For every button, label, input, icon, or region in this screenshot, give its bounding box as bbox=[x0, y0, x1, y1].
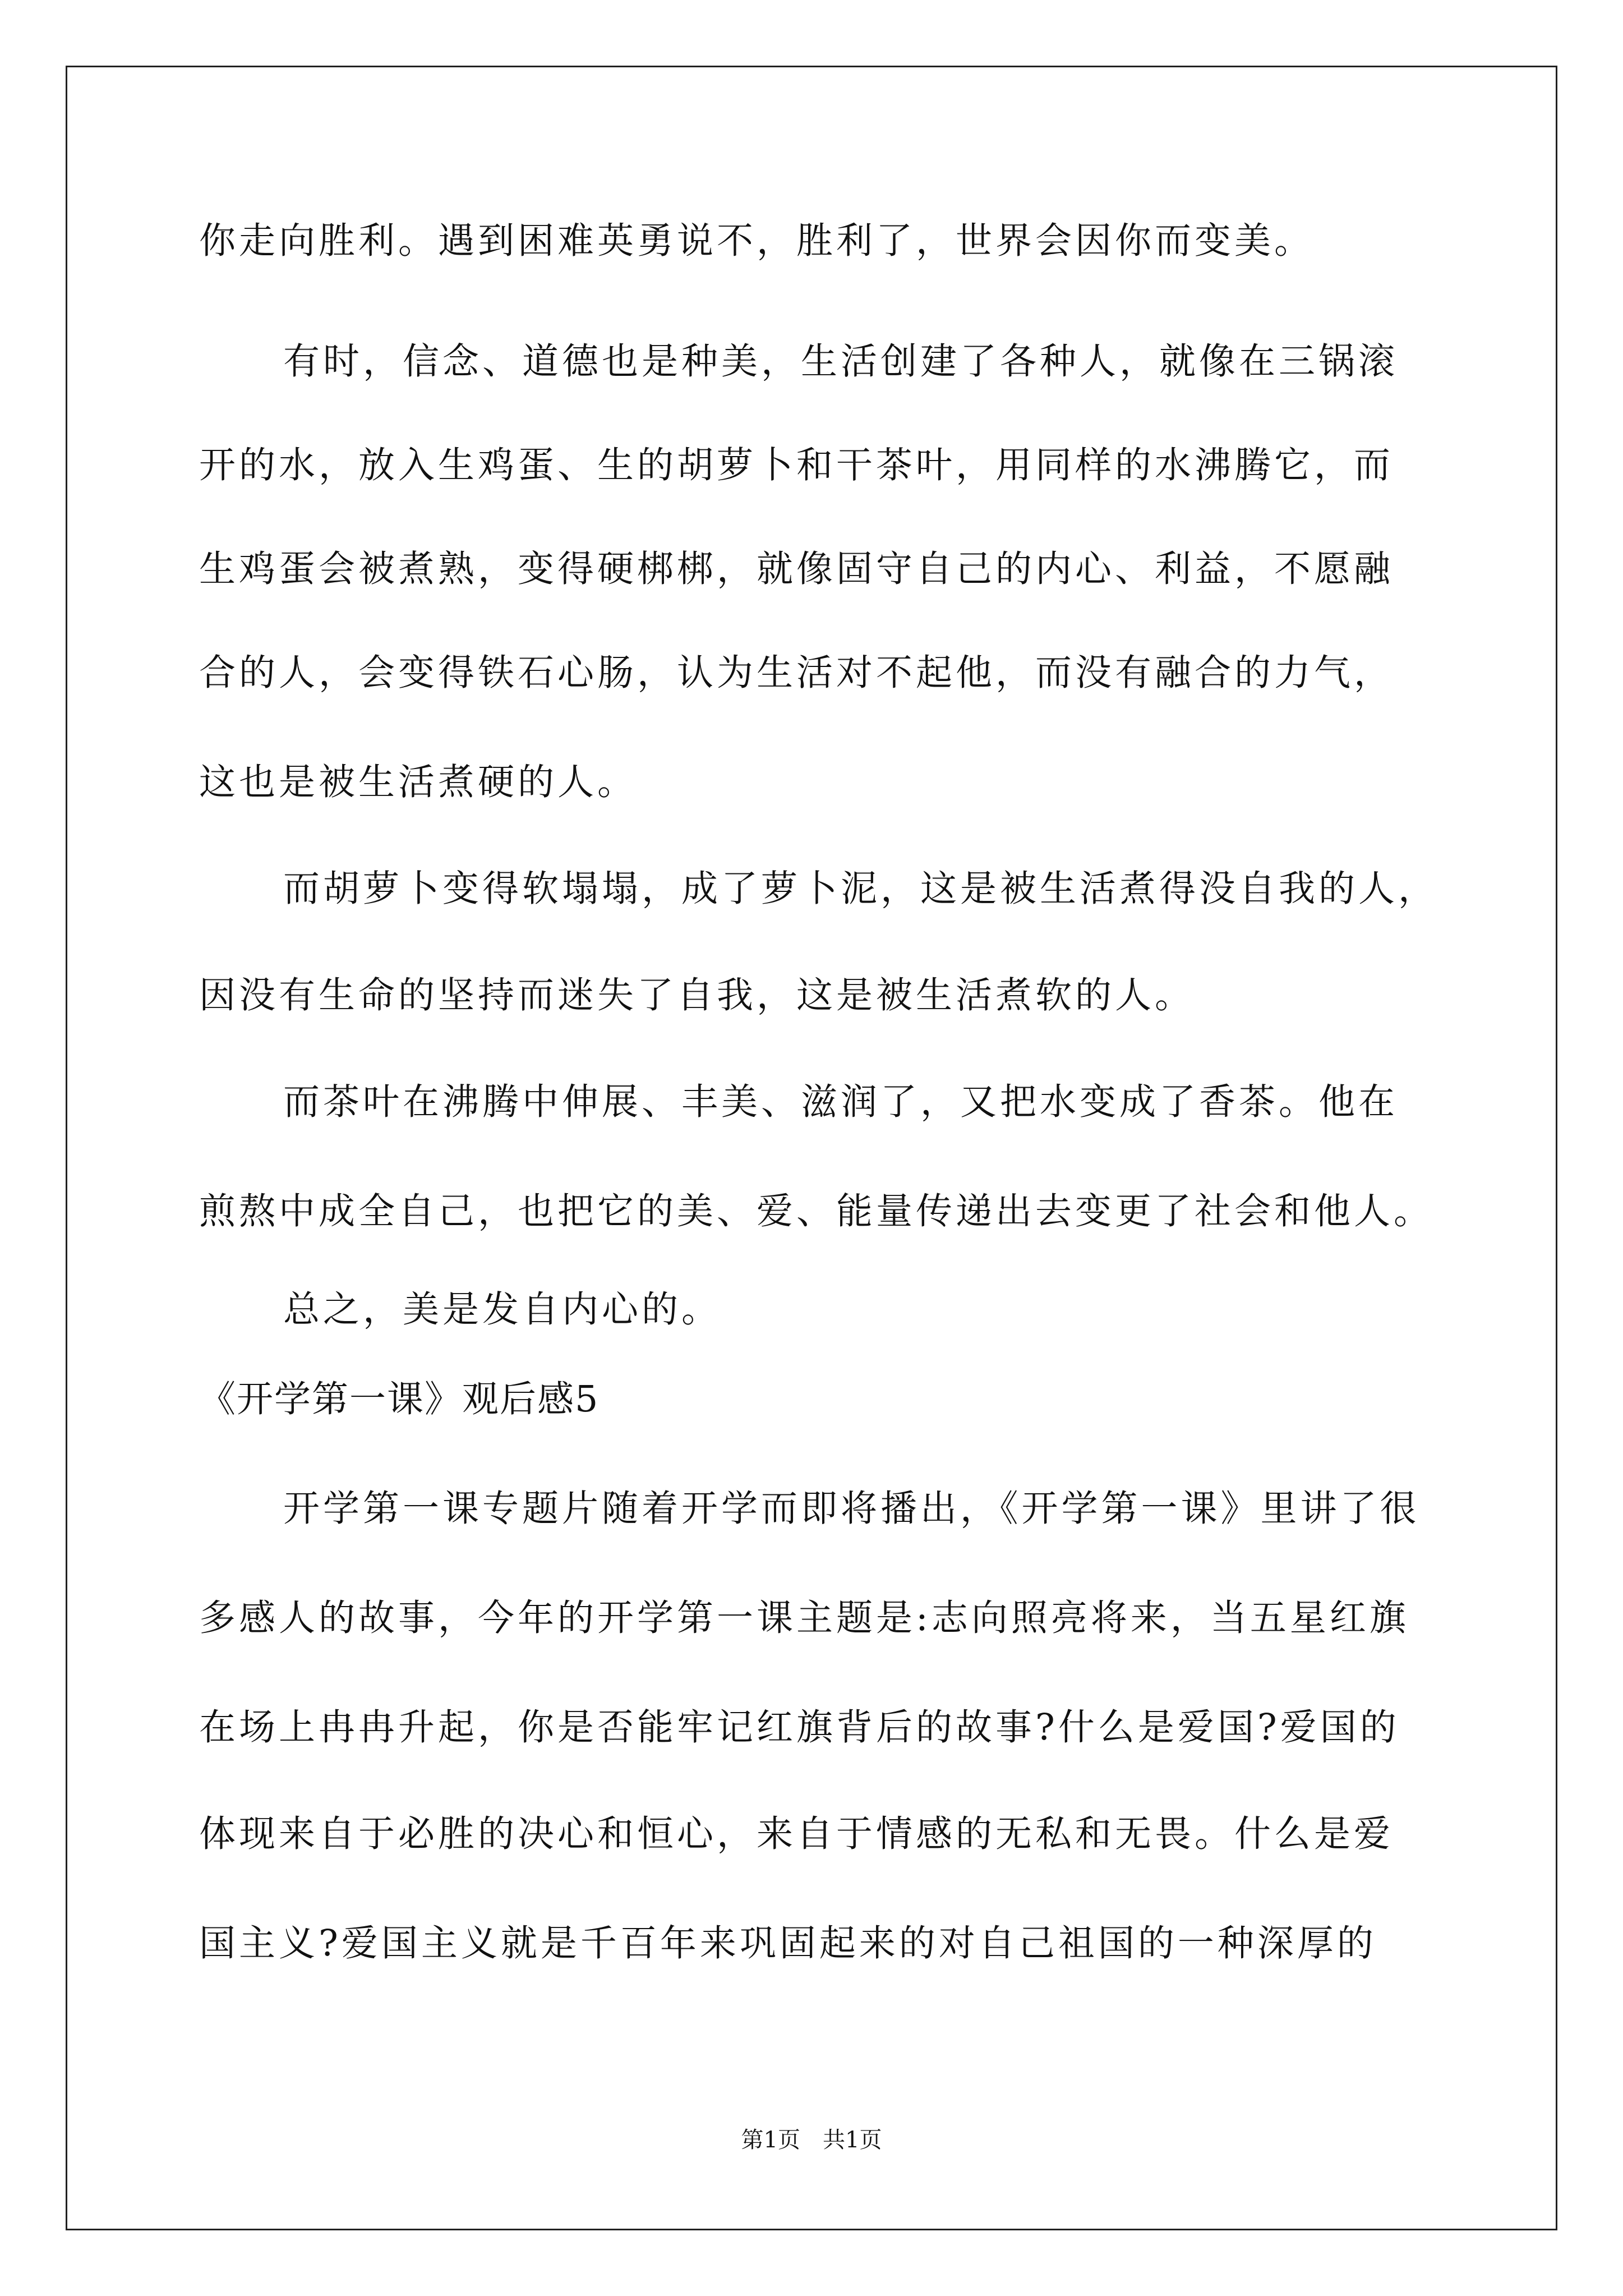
paragraph-line: 开的水，放入生鸡蛋、生的胡萝卜和干茶叶，用同样的水沸腾它，而 bbox=[199, 444, 1394, 486]
paragraph-line: 多感人的故事，今年的开学第一课主题是:志向照亮将来，当五星红旗 bbox=[199, 1597, 1409, 1639]
paragraph-line: 开学第一课专题片随着开学而即将播出，《开学第一课》里讲了很 bbox=[283, 1488, 1420, 1530]
paragraph-line: 而茶叶在沸腾中伸展、丰美、滋润了，又把水变成了香茶。他在 bbox=[283, 1081, 1399, 1123]
paragraph-line: 这也是被生活煮硬的人。 bbox=[199, 761, 638, 803]
paragraph-line: 在场上冉冉升起，你是否能牢记红旗背后的故事?什么是爱国?爱国的 bbox=[199, 1706, 1400, 1749]
paragraph-line: 而胡萝卜变得软塌塌，成了萝卜泥，这是被生活煮得没自我的人， bbox=[283, 868, 1438, 910]
paragraph-line: 因没有生命的坚持而迷失了自我，这是被生活煮软的人。 bbox=[199, 974, 1195, 1016]
paragraph-line: 总之，美是发自内心的。 bbox=[283, 1289, 722, 1331]
paragraph-line: 你走向胜利。遇到困难英勇说不，胜利了，世界会因你而变美。 bbox=[199, 220, 1315, 262]
paragraph-line: 国主义?爱国主义就是千百年来巩固起来的对自己祖国的一种深厚的 bbox=[199, 1922, 1377, 1964]
paragraph-line: 体现来自于必胜的决心和恒心，来自于情感的无私和无畏。什么是爱 bbox=[199, 1813, 1394, 1855]
paragraph-line: 有时，信念、道德也是种美，生活创建了各种人，就像在三锅滚 bbox=[283, 341, 1399, 383]
section-heading: 《开学第一课》观后感5 bbox=[199, 1378, 600, 1420]
paragraph-line: 合的人，会变得铁石心肠，认为生活对不起他，而没有融合的力气， bbox=[199, 652, 1394, 694]
paragraph-line: 煎熬中成全自己，也把它的美、爱、能量传递出去变更了社会和他人。 bbox=[199, 1190, 1434, 1232]
page-border bbox=[66, 66, 1557, 2230]
page-number: 第1页 共1页 bbox=[741, 2127, 882, 2153]
paragraph-line: 生鸡蛋会被煮熟，变得硬梆梆，就像固守自己的内心、利益，不愿融 bbox=[199, 548, 1394, 590]
